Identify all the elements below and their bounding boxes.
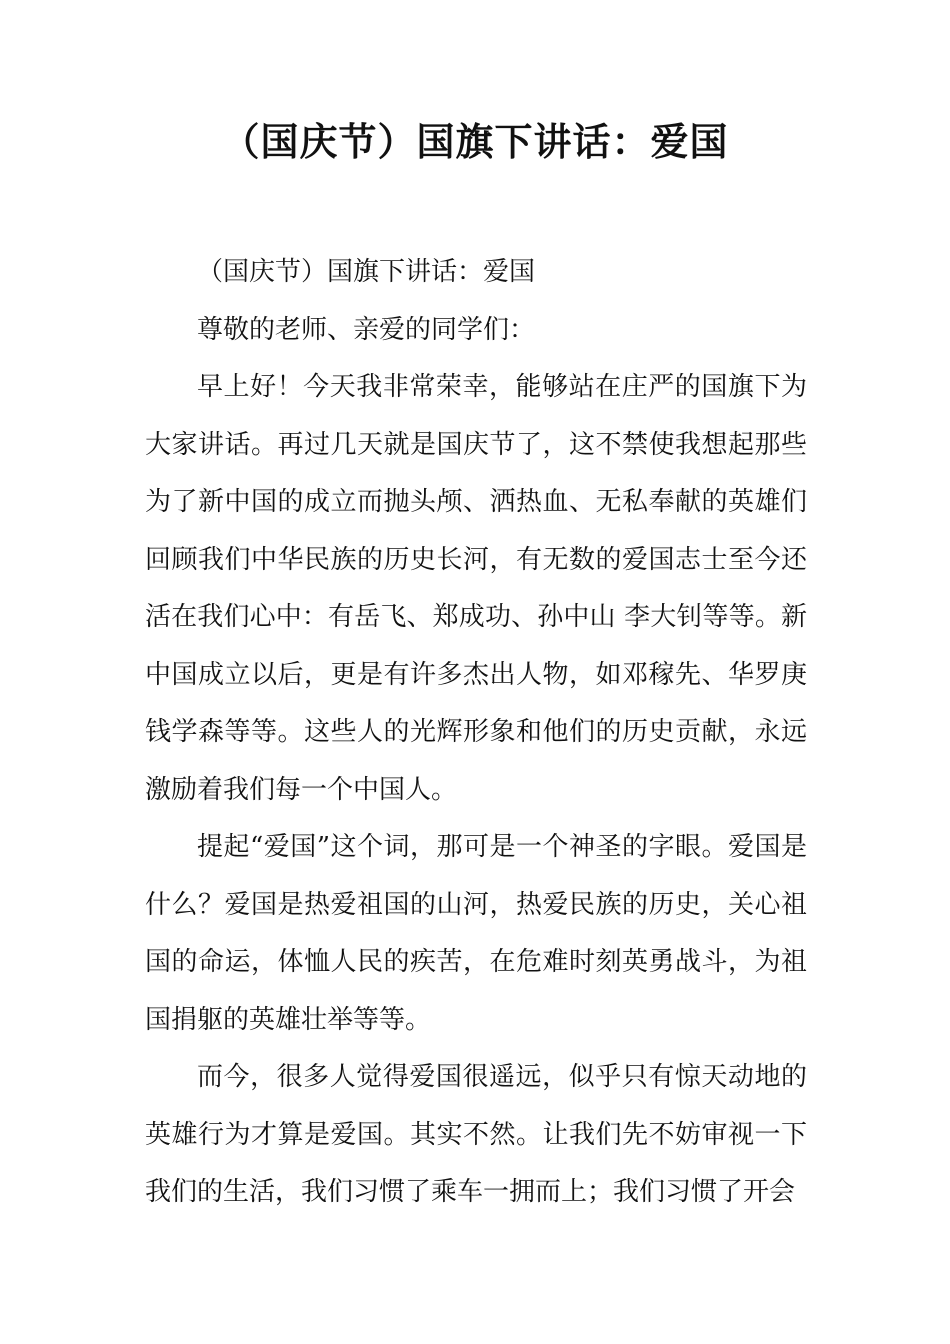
document-body [145,244,807,1222]
paragraph-salutation: 尊敬的老师、亲爱的同学们： [197,314,536,345]
paragraph-subtitle: （国庆节）国旗下讲话：爱国 [197,257,536,287]
paragraph-patriotism-today: 而今，很多人觉得爱国很遥远，似乎只有惊天动地的英雄行为才算是爱国。其实不然。让我们先不妨审视一下我们的生活，我们习惯了乘车一拥而上；我们习惯了开会 [145,1062,807,1207]
paragraph-what-is-patriotism: 提起“爱国”这个词，那可是一个神圣的字眼。爱国是什么？爱国是热爱祖国的山河，热爱民族的历史，关心祖国的命运，体恤人民的疾苦，在危难时刻英勇战斗，为祖国捐躯的英雄壮举等等。 [145,832,807,1035]
paragraph-greeting: 早上好！今天我非常荣幸，能够站在庄严的国旗下为大家讲话。再过几天就是国庆节了，这不禁使我想起那些为了新中国的成立而抛头颅、洒热血、无私奉献的英雄们回顾我们中华民族的历史长河，有无数的爱国志士至今还活在我们心中：有岳飞、郑成功、孙中山 李大钊等等。新中国成立以后，更是有许多杰出人物，如邓稼先、华罗庚钱学森等等。这些人的光辉形象和他们的历史贡献，永远激励着我们每一个中国人。 [145,372,807,805]
document-title: （国庆节）国旗下讲话：爱国 [221,120,729,164]
